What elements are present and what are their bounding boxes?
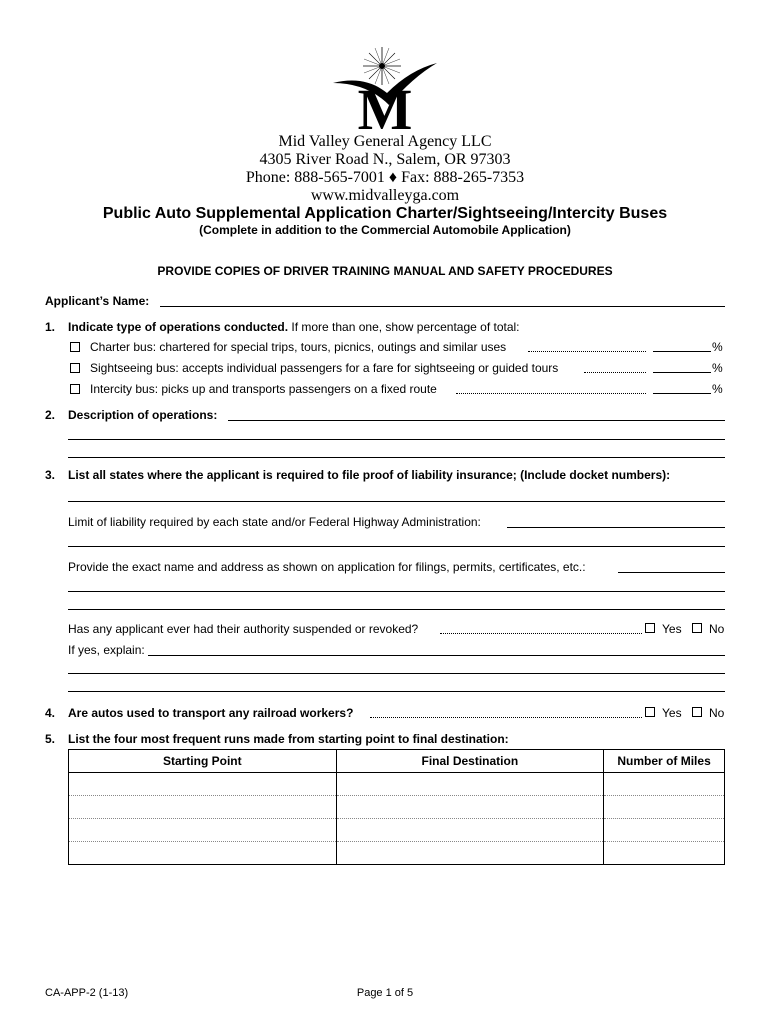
q4-question: Are autos used to transport any railroad workers? <box>68 706 354 720</box>
runs-table <box>68 749 725 865</box>
applicant-name-label: Applicant’s Name: <box>45 294 150 308</box>
liability-limit-field-line-2[interactable] <box>68 546 725 547</box>
name-address-field-line-3[interactable] <box>68 609 725 610</box>
sightseeing-bus-label: Sightseeing bus: accepts individual passengers for a fare for sightseeing or guided tours <box>90 361 559 375</box>
leader-dots <box>440 633 642 634</box>
suspended-question: Has any applicant ever had their authority suspended or revoked? <box>68 622 419 636</box>
name-address-field-line-2[interactable] <box>68 591 725 592</box>
form-title: Public Auto Supplemental Application Charter/Sightseeing/Intercity Buses <box>102 205 668 222</box>
railroad-no-checkbox[interactable] <box>692 707 702 717</box>
q1-question-rest: If more than one, show percentage of total: <box>288 320 520 334</box>
form-id: CA-APP-2 (1-13) <box>45 987 129 999</box>
column-header-number-of-miles: Number of Miles <box>604 750 725 773</box>
railroad-no-label: No <box>709 706 725 720</box>
starting-point-cell[interactable] <box>69 819 337 842</box>
name-address-field[interactable] <box>618 572 725 573</box>
suspended-yes-checkbox[interactable] <box>645 623 655 633</box>
q5-number: 5. <box>45 732 56 746</box>
final-destination-cell[interactable] <box>336 796 604 819</box>
q5-question: List the four most frequent runs made from starting point to final destination: <box>68 732 509 746</box>
suspended-yes-label: Yes <box>662 622 682 636</box>
company-name: Mid Valley General Agency LLC <box>278 133 492 150</box>
number-of-miles-cell[interactable] <box>604 773 725 796</box>
states-field[interactable] <box>68 501 725 502</box>
logo-letter: M <box>357 77 413 135</box>
table-row <box>69 842 725 865</box>
starting-point-cell[interactable] <box>69 796 337 819</box>
percent-sign: % <box>712 361 723 375</box>
explain-label: If yes, explain: <box>68 643 145 657</box>
applicant-name-field[interactable] <box>160 306 725 307</box>
railroad-yes-label: Yes <box>662 706 682 720</box>
name-address-label: Provide the exact name and address as shown on application for filings, permits, certificates, etc.: <box>68 560 586 574</box>
liability-limit-field[interactable] <box>507 527 725 528</box>
form-subtitle: (Complete in addition to the Commercial Automobile Application) <box>199 223 571 237</box>
column-header-starting-point: Starting Point <box>69 750 337 773</box>
column-header-final-destination: Final Destination <box>336 750 604 773</box>
percent-sign: % <box>712 340 723 354</box>
q2-question: Description of operations: <box>68 408 218 422</box>
starting-point-cell[interactable] <box>69 773 337 796</box>
suspended-no-checkbox[interactable] <box>692 623 702 633</box>
q1-question-bold: Indicate type of operations conducted. <box>68 320 289 334</box>
q1-number: 1. <box>45 320 56 334</box>
sightseeing-bus-percent-field[interactable] <box>653 372 711 373</box>
description-field-line-1[interactable] <box>228 420 725 421</box>
percent-sign: % <box>712 382 723 396</box>
number-of-miles-cell[interactable] <box>604 796 725 819</box>
leader-dots <box>456 393 646 394</box>
railroad-yes-checkbox[interactable] <box>645 707 655 717</box>
q4-number: 4. <box>45 706 56 720</box>
company-address: 4305 River Road N., Salem, OR 97303 <box>259 151 511 168</box>
liability-limit-label: Limit of liability required by each state and/or Federal Highway Administration: <box>68 515 481 529</box>
documents-notice: PROVIDE COPIES OF DRIVER TRAINING MANUAL AND SAFETY PROCEDURES <box>157 264 613 278</box>
suspended-no-label: No <box>709 622 725 636</box>
number-of-miles-cell[interactable] <box>604 819 725 842</box>
q2-number: 2. <box>45 408 56 422</box>
sightseeing-bus-checkbox[interactable] <box>70 363 80 373</box>
charter-bus-percent-field[interactable] <box>653 351 711 352</box>
intercity-bus-label: Intercity bus: picks up and transports passengers on a fixed route <box>90 382 437 396</box>
description-field-line-3[interactable] <box>68 457 725 458</box>
charter-bus-checkbox[interactable] <box>70 342 80 352</box>
description-field-line-2[interactable] <box>68 439 725 440</box>
runs-table-header <box>69 750 725 773</box>
company-phone-fax: Phone: 888-565-7001 ♦ Fax: 888-265-7353 <box>245 169 525 186</box>
final-destination-cell[interactable] <box>336 773 604 796</box>
final-destination-cell[interactable] <box>336 842 604 865</box>
table-row <box>69 773 725 796</box>
q3-question: List all states where the applicant is required to file proof of liability insurance; (Include docket numbers): <box>68 468 671 482</box>
intercity-bus-checkbox[interactable] <box>70 384 80 394</box>
leader-dots <box>370 717 642 718</box>
intercity-bus-percent-field[interactable] <box>653 393 711 394</box>
explain-field-line-2[interactable] <box>68 673 725 674</box>
company-website: www.midvalleyga.com <box>310 187 460 204</box>
company-logo <box>325 45 445 135</box>
charter-bus-label: Charter bus: chartered for special trips, tours, picnics, outings and similar uses <box>90 340 507 354</box>
final-destination-cell[interactable] <box>336 819 604 842</box>
q3-number: 3. <box>45 468 56 482</box>
explain-field-line-3[interactable] <box>68 691 725 692</box>
leader-dots <box>584 372 646 373</box>
starting-point-cell[interactable] <box>69 842 337 865</box>
q1-question <box>68 320 520 334</box>
number-of-miles-cell[interactable] <box>604 842 725 865</box>
explain-field[interactable] <box>148 655 725 656</box>
table-row <box>69 819 725 842</box>
leader-dots <box>528 351 646 352</box>
page-number: Page 1 of 5 <box>356 987 414 999</box>
table-row <box>69 796 725 819</box>
